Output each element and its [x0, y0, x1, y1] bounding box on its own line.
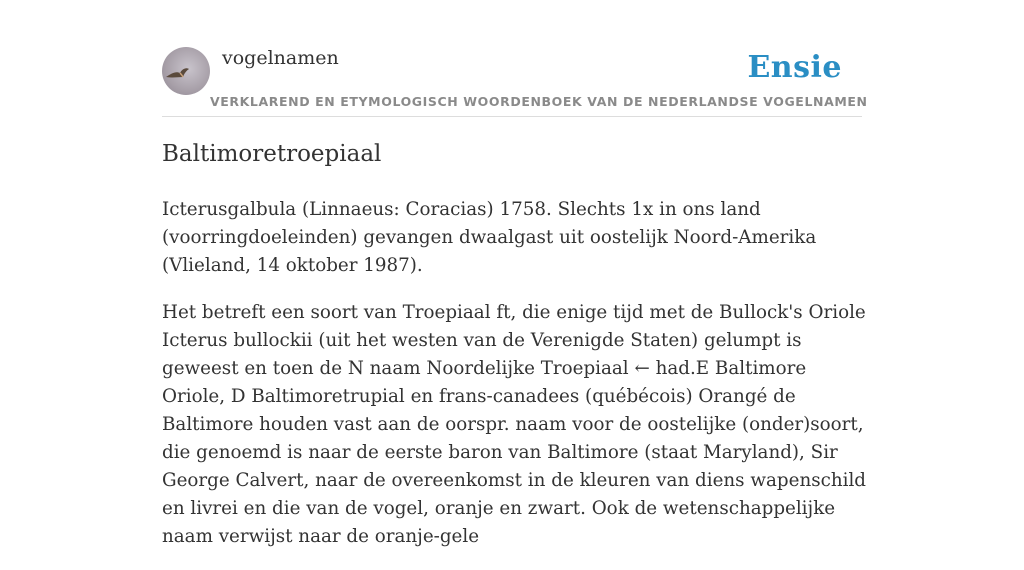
- blog-name-link[interactable]: vogelnamen: [222, 47, 339, 69]
- article-title: Baltimoretroepiaal: [162, 141, 382, 167]
- site-header: [162, 40, 868, 117]
- bird-icon: [162, 47, 210, 95]
- blog-subtitle: VERKLAREND EN ETYMOLOGISCH WOORDENBOEK VAN DE NEDERLANDSE VOGELNAMEN: [210, 94, 868, 109]
- article-paragraph: Icterusgalbula (Linnaeus: Coracias) 1758. Slechts 1x in ons land (voorringdoeleinden) gevangen dwaalgast uit oostelijk Noord-Amerika (Vlieland, 14 oktober 1987).: [162, 199, 817, 276]
- blog-avatar[interactable]: [162, 47, 210, 95]
- ensie-logo[interactable]: Ensie: [747, 50, 842, 85]
- article-paragraph: Het betreft een soort van Troepiaal ft, die enige tijd met de Bullock's Oriole Icterus bullockii (uit het westen van de Verenigde Staten) gelumpt is geweest en toen de N naam Noordelijke Troepiaal ← had.E Baltimore Oriole, D Baltimoretrupial en frans-canadees (québécois) Orangé de Baltimore houden vast aan de oorspr. naam voor de oostelijke (onder)soort, die genoemd is naar de eerste baron van Baltimore (staat Maryland), Sir George Calvert, naar de overeenkomst in de kleuren van diens wapenschild en livrei en die van de vogel, oranje en zwart. Ook de wetenschappelijke naam verwijst naar de oranje-gele: [162, 302, 867, 547]
- article: [162, 138, 867, 570]
